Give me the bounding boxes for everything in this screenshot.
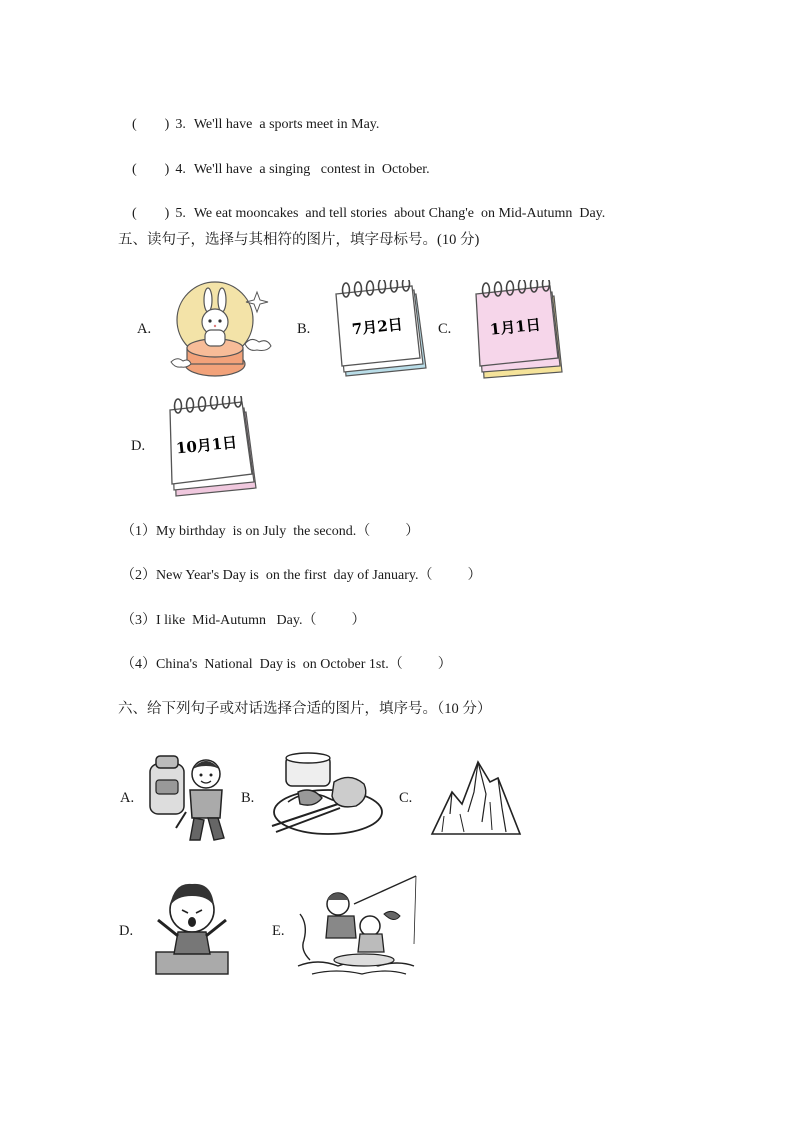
happy-boy-icon: [150, 880, 234, 976]
judge-item-4: [125, 143, 430, 179]
option-c-label: C.: [438, 321, 452, 337]
section-5-heading: 五、读句子，选择与其相符的图片，填字母标号。(10 分): [118, 232, 480, 248]
sentence-1: （1）My birthday is on July the second.（ ）: [121, 524, 420, 539]
calendar-icon: [326, 280, 428, 380]
answer-paren[interactable]: ( ): [132, 117, 170, 132]
option-a-label: A.: [137, 321, 152, 337]
mountain-icon: [430, 752, 522, 838]
item-number: 4.: [175, 162, 186, 177]
item-text: We'll have a sports meet in May.: [193, 117, 380, 132]
judge-item-3: [125, 98, 379, 134]
calendar-icon: [160, 396, 260, 498]
item-number: 3.: [175, 117, 186, 132]
option-b-label: B.: [241, 790, 255, 806]
calendar-icon: [466, 280, 566, 380]
option-c-label: C.: [399, 790, 413, 806]
hiker-backpack-icon: [146, 750, 234, 846]
calendar-date-b: 7月2日: [351, 315, 404, 339]
fishing-icon: [294, 874, 422, 986]
calendar-date-c: 1月1日: [489, 315, 542, 339]
answer-paren[interactable]: ( ): [132, 206, 170, 221]
option-b-label: B.: [297, 321, 311, 337]
section-6-heading: 六、给下列句子或对话选择合适的图片，填序号。（10 分）: [118, 701, 492, 717]
mooncake-rabbit-icon: [165, 278, 283, 380]
option-a-label: A.: [120, 790, 135, 806]
judge-item-5: [125, 187, 605, 223]
calendar-date-d: 10月1日: [175, 433, 238, 458]
option-e-label: E.: [272, 923, 285, 939]
option-d-label: D.: [119, 923, 134, 939]
item-text: We eat mooncakes and tell stories about Chang'e on Mid-Autumn Day.: [193, 206, 606, 221]
sentence-3: （3）I like Mid-Autumn Day.（ ）: [121, 613, 366, 628]
item-number: 5.: [175, 206, 186, 221]
option-d-label: D.: [131, 438, 146, 454]
item-text: We'll have a singing contest in October.: [193, 162, 430, 177]
food-plate-icon: [268, 752, 386, 840]
sentence-2: （2）New Year's Day is on the first day of January.（ ）: [121, 568, 482, 583]
answer-paren[interactable]: ( ): [132, 162, 170, 177]
sentence-4: （4）China's National Day is on October 1st.（ ）: [121, 657, 452, 672]
